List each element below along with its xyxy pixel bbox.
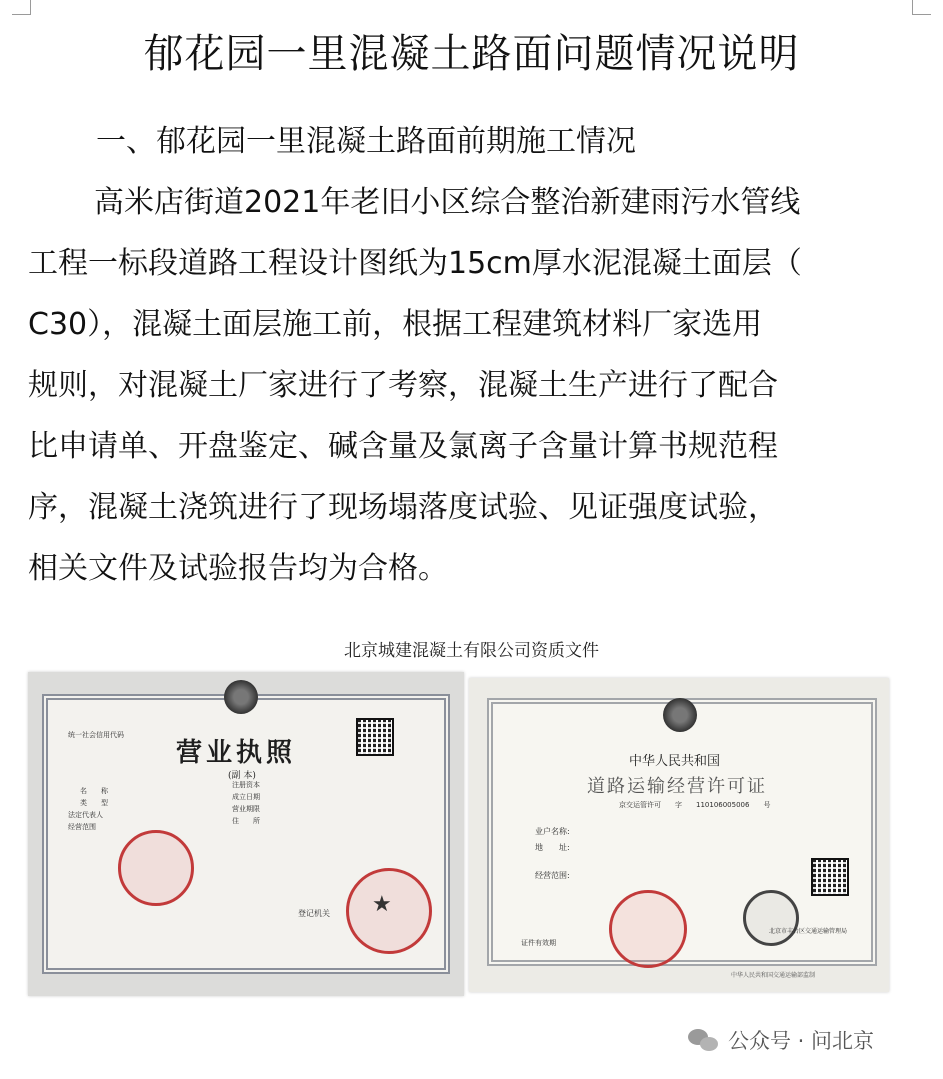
official-seal	[118, 830, 194, 906]
permit-footer: 中华人民共和国交通运输部监制	[731, 972, 816, 979]
license-field-label: 名 称	[80, 787, 108, 795]
national-emblem-icon	[663, 698, 697, 732]
license-qr-code	[356, 718, 394, 756]
section-heading: 一、郁花园一里混凝土路面前期施工情况	[96, 124, 636, 159]
permit-country: 中华人民共和国	[629, 754, 721, 769]
transport-permit-image	[469, 678, 889, 992]
license-title: 营业执照	[176, 738, 297, 768]
license-registrar: 登记机关	[298, 909, 330, 918]
paragraph-line: 相关文件及试验报告均为合格。	[28, 551, 448, 586]
license-field-label: 法定代表人	[68, 811, 103, 819]
paragraph-line: 比申请单、开盘鉴定、碱含量及氯离子含量计算书规范程	[28, 429, 778, 464]
license-field-label: 营业期限	[232, 805, 260, 813]
license-field-label: 注册资本	[232, 781, 260, 789]
permit-issuer: 北京市丰台区交通运输管理局	[769, 928, 848, 935]
wechat-icon	[688, 1027, 720, 1053]
document-title: 郁花园一里混凝土路面问题情况说明	[143, 31, 800, 77]
page-corner-mark-right	[912, 0, 931, 15]
license-field-label: 类 型	[80, 799, 108, 807]
image-caption: 北京城建混凝土有限公司资质文件	[344, 641, 599, 661]
permit-field-label: 经营范围:	[535, 871, 570, 880]
license-field-label: 经营范围	[68, 823, 96, 831]
license-subtitle: (副 本)	[228, 771, 256, 781]
permit-validity-label: 证件有效期	[521, 939, 556, 947]
national-emblem-icon	[224, 680, 258, 714]
permit-number: 京交运管许可 字 110106005006 号	[619, 801, 771, 809]
license-field-label: 成立日期	[232, 793, 260, 801]
license-field-label: 住 所	[232, 817, 260, 825]
permit-title: 道路运输经营许可证	[587, 776, 767, 797]
page-corner-mark-left	[12, 0, 31, 15]
paragraph-line: 高米店街道2021年老旧小区综合整治新建雨污水管线	[94, 185, 801, 220]
permit-qr-code	[811, 858, 849, 896]
watermark-text: 公众号 · 问北京	[728, 1029, 875, 1053]
paragraph-line: 工程一标段道路工程设计图纸为15cm厚水泥混凝土面层（	[28, 246, 802, 281]
approval-stamp	[743, 890, 799, 946]
business-license-image	[28, 672, 464, 996]
license-credit-code-label: 统一社会信用代码	[68, 731, 124, 739]
issuer-seal	[609, 890, 687, 968]
body-paragraph	[28, 172, 908, 599]
permit-field-label: 地 址:	[535, 843, 570, 852]
paragraph-line: C30），混凝土面层施工前，根据工程建筑材料厂家选用	[28, 307, 763, 342]
paragraph-line: 规则，对混凝土厂家进行了考察，混凝土生产进行了配合	[28, 368, 778, 403]
paragraph-line: 序，混凝土浇筑进行了现场塌落度试验、见证强度试验，	[28, 490, 778, 525]
star-icon: ★	[372, 892, 392, 917]
watermark	[688, 1025, 874, 1055]
permit-field-label: 业户名称:	[535, 827, 570, 836]
